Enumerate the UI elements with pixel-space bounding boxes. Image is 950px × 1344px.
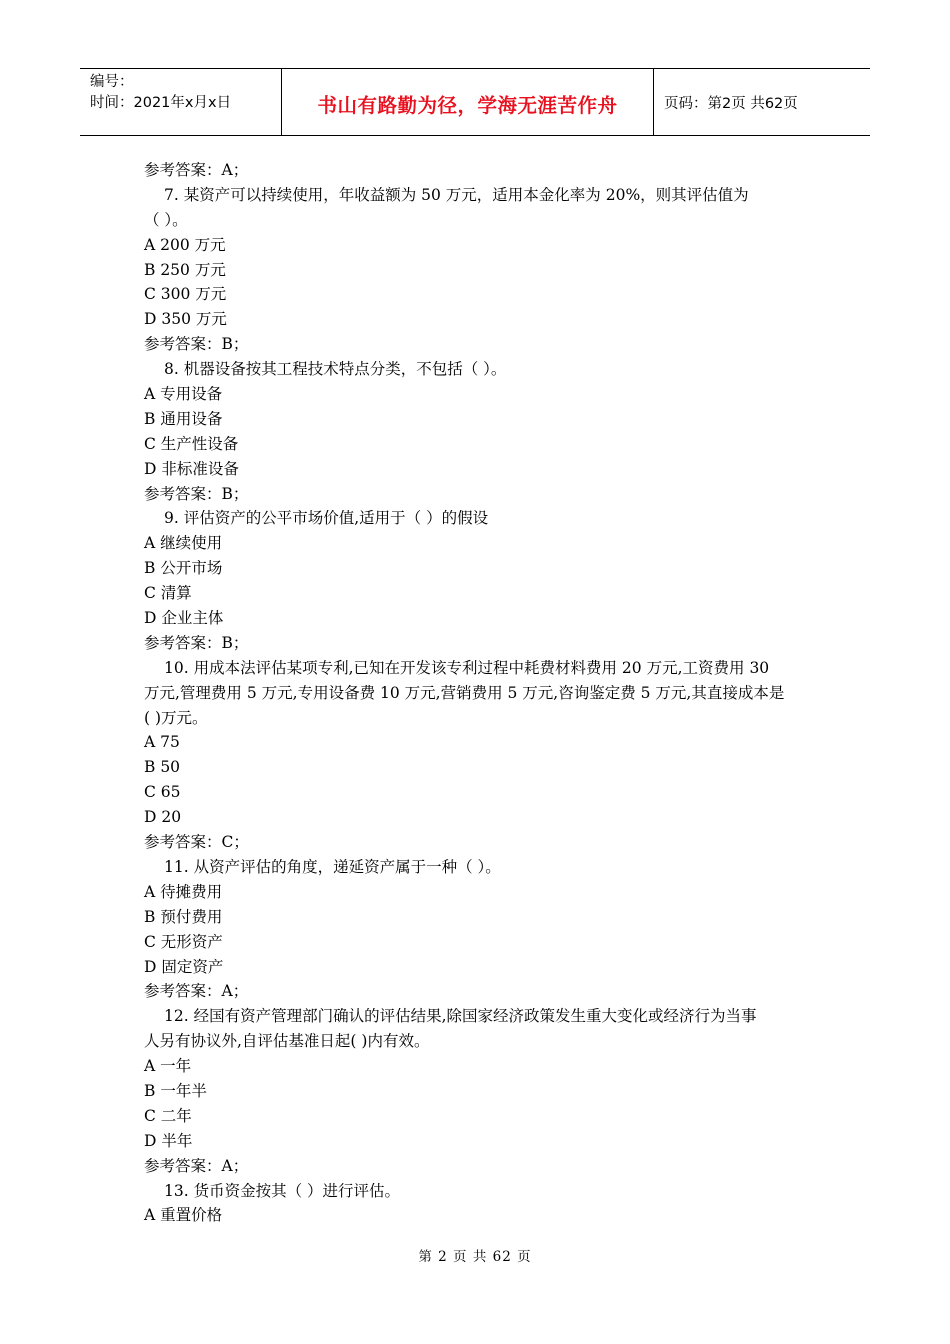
text-line: B 一年半 xyxy=(144,1081,207,1100)
text-line: B 50 xyxy=(144,758,181,777)
text-line: D 20 xyxy=(144,808,182,827)
text-line: B 预付费用 xyxy=(144,907,223,926)
text-line: C 65 xyxy=(144,783,181,802)
text-line: 13. 货币资金按其（ ）进行评估。 xyxy=(164,1181,401,1200)
header-page-cell xyxy=(654,69,870,135)
serial-number-label: 编号： xyxy=(90,74,134,90)
text-line: A 75 xyxy=(144,733,180,752)
text-line: 人另有协议外,自评估基准日起( )内有效。 xyxy=(144,1032,430,1051)
footer-page-number: 第 2 页 共 62 页 xyxy=(418,1249,532,1265)
text-line: C 二年 xyxy=(144,1106,192,1125)
text-line: ( )万元。 xyxy=(144,708,208,727)
text-line: D 非标准设备 xyxy=(144,459,239,478)
page-header xyxy=(80,68,870,136)
motto-text: 书山有路勤为径，学海无涯苦作舟 xyxy=(317,94,618,117)
text-line: D 半年 xyxy=(144,1131,193,1150)
text-line: D 350 万元 xyxy=(144,310,227,329)
text-line: B 公开市场 xyxy=(144,559,223,578)
text-line: A 一年 xyxy=(144,1057,192,1076)
text-line: 参考答案：C； xyxy=(144,833,249,852)
text-line: 参考答案：B； xyxy=(144,633,249,652)
text-line: A 专用设备 xyxy=(144,385,223,404)
text-line: A 继续使用 xyxy=(144,534,223,553)
text-line: C 无形资产 xyxy=(144,932,223,951)
text-line: 8. 机器设备按其工程技术特点分类，不包括（ ）。 xyxy=(164,360,507,379)
text-line: 9. 评估资产的公平市场价值,适用于（ ）的假设 xyxy=(164,509,489,528)
page-info: 页码：第2页 共62页 xyxy=(664,96,798,112)
text-line: 参考答案：A； xyxy=(144,982,249,1001)
text-line: 12. 经国有资产管理部门确认的评估结果,除国家经济政策发生重大变化或经济行为当事 xyxy=(164,1007,757,1026)
text-line: C 生产性设备 xyxy=(144,434,239,453)
header-motto-cell xyxy=(281,69,654,135)
text-line: 参考答案：B； xyxy=(144,335,249,354)
text-line: C 清算 xyxy=(144,584,192,603)
text-line: D 固定资产 xyxy=(144,957,224,976)
date-line: 时间：2021年x月x日 xyxy=(90,95,232,111)
text-line: A 待摊费用 xyxy=(144,882,223,901)
text-line: 万元,管理费用 5 万元,专用设备费 10 万元,营销费用 5 万元,咨询鉴定费 5 万元,其直接成本是 xyxy=(144,683,785,702)
text-line: （ ）。 xyxy=(144,210,188,229)
text-line: 7. 某资产可以持续使用，年收益额为 50 万元，适用本金化率为 20%，则其评估值为 xyxy=(164,185,749,204)
text-line: 11. 从资产评估的角度，递延资产属于一种（ ）。 xyxy=(164,857,501,876)
text-line: 参考答案：A； xyxy=(144,1156,249,1175)
header-info-cell xyxy=(80,69,281,135)
text-line: 参考答案：B； xyxy=(144,484,249,503)
text-line: 10. 用成本法评估某项专利,已知在开发该专利过程中耗费材料费用 20 万元,工资费用 30 xyxy=(164,658,770,677)
text-line: 参考答案：A； xyxy=(144,161,249,179)
text-line: A 200 万元 xyxy=(144,235,226,254)
text-line: D 企业主体 xyxy=(144,609,224,628)
document-body xyxy=(144,158,814,1228)
text-line: A 重置价格 xyxy=(144,1206,223,1225)
text-line: B 250 万元 xyxy=(144,260,226,279)
text-line: C 300 万元 xyxy=(144,285,227,304)
page-footer xyxy=(0,1245,950,1265)
text-line: B 通用设备 xyxy=(144,409,223,428)
